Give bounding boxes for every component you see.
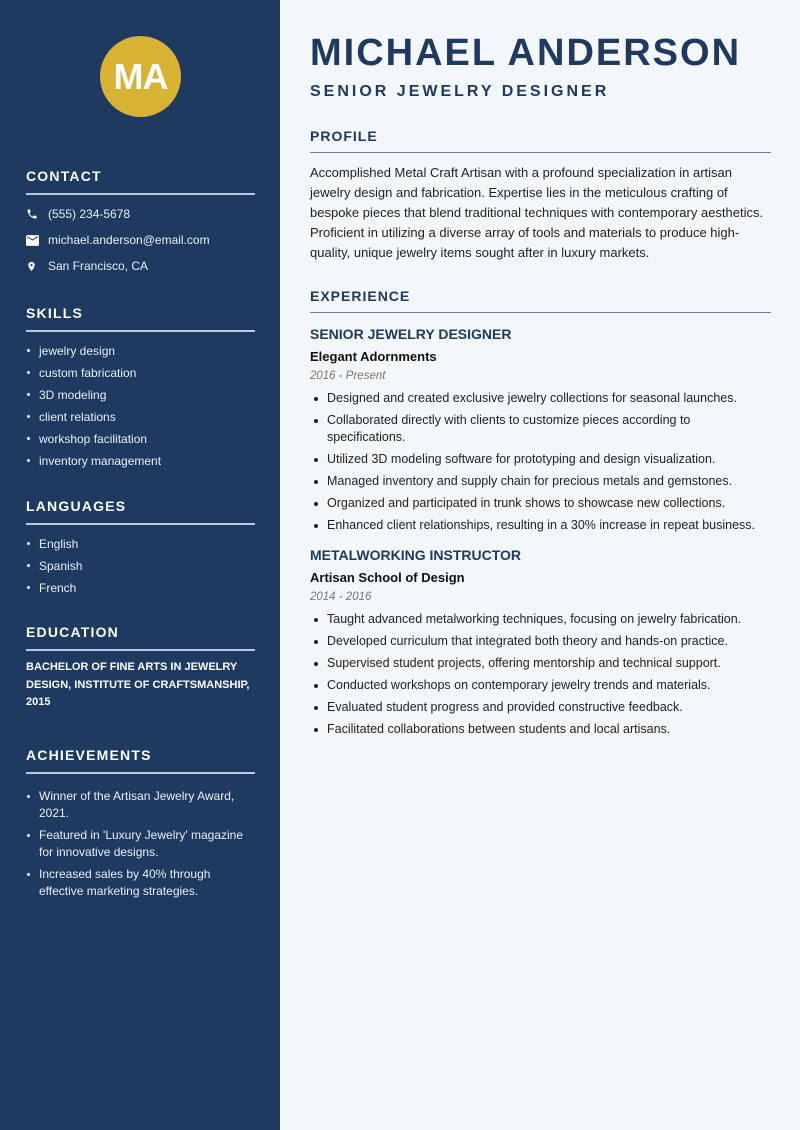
phone-text: (555) 234-5678 bbox=[48, 207, 131, 221]
job-bullet: Taught advanced metalworking techniques, focusing on jewelry fabrication. bbox=[310, 611, 771, 628]
language-item: Spanish bbox=[26, 555, 255, 577]
skill-item: inventory management bbox=[26, 450, 255, 472]
contact-location bbox=[26, 253, 255, 279]
skill-item: custom fabrication bbox=[26, 362, 255, 384]
contact-phone bbox=[26, 201, 255, 227]
contact-heading: CONTACT bbox=[26, 168, 255, 195]
languages-section bbox=[26, 498, 255, 599]
languages-heading: LANGUAGES bbox=[26, 498, 255, 525]
job-bullet: Organized and participated in trunk shows to showcase new collections. bbox=[310, 495, 771, 512]
job-entry bbox=[310, 326, 771, 534]
achievement-item: Increased sales by 40% through effective marketing strategies. bbox=[26, 866, 255, 900]
avatar: MA bbox=[100, 36, 181, 117]
achievement-item: Featured in 'Luxury Jewelry' magazine for innovative designs. bbox=[26, 827, 255, 861]
location-pin-icon bbox=[26, 260, 48, 273]
contact-section bbox=[26, 168, 255, 279]
experience-section bbox=[310, 288, 771, 743]
skills-heading: SKILLS bbox=[26, 305, 255, 332]
job-entry bbox=[310, 547, 771, 738]
job-bullet: Collaborated directly with clients to customize pieces according to specifications. bbox=[310, 412, 771, 446]
job-dates: 2014 - 2016 bbox=[310, 591, 372, 603]
skill-item: jewelry design bbox=[26, 340, 255, 362]
candidate-title: SENIOR JEWELRY DESIGNER bbox=[310, 83, 610, 100]
achievements-list bbox=[26, 788, 255, 900]
job-bullet: Evaluated student progress and provided constructive feedback. bbox=[310, 699, 771, 716]
achievement-item: Winner of the Artisan Jewelry Award, 2021. bbox=[26, 788, 255, 822]
experience-heading: EXPERIENCE bbox=[310, 288, 771, 313]
job-dates: 2016 - Present bbox=[310, 370, 386, 382]
phone-icon bbox=[26, 208, 48, 220]
email-text: michael.anderson@email.com bbox=[48, 233, 210, 247]
education-heading: EDUCATION bbox=[26, 624, 255, 651]
job-bullet: Enhanced client relationships, resulting in a 30% increase in repeat business. bbox=[310, 517, 771, 534]
job-title: SENIOR JEWELRY DESIGNER bbox=[310, 326, 512, 342]
skills-list bbox=[26, 340, 255, 472]
education-entry: BACHELOR OF FINE ARTS IN JEWELRY DESIGN, INSTITUTE OF CRAFTSMANSHIP, 2015 bbox=[26, 661, 250, 708]
achievements-section bbox=[26, 747, 255, 905]
job-bullet: Conducted workshops on contemporary jewelry trends and materials. bbox=[310, 677, 771, 694]
skills-section bbox=[26, 305, 255, 472]
achievements-heading: ACHIEVEMENTS bbox=[26, 747, 255, 774]
languages-list bbox=[26, 533, 255, 599]
job-bullet: Facilitated collaborations between students and local artisans. bbox=[310, 721, 771, 738]
skill-item: 3D modeling bbox=[26, 384, 255, 406]
profile-section bbox=[310, 128, 771, 263]
language-item: English bbox=[26, 533, 255, 555]
job-bullet: Developed curriculum that integrated both theory and hands-on practice. bbox=[310, 633, 771, 650]
job-title: METALWORKING INSTRUCTOR bbox=[310, 547, 522, 563]
job-bullets bbox=[310, 390, 771, 534]
email-icon bbox=[26, 235, 48, 246]
job-company: Artisan School of Design bbox=[310, 570, 465, 585]
contact-email bbox=[26, 227, 255, 253]
job-company: Elegant Adornments bbox=[310, 349, 437, 364]
location-text: San Francisco, CA bbox=[48, 259, 149, 273]
education-section bbox=[26, 624, 255, 712]
job-bullets bbox=[310, 611, 771, 738]
profile-heading: PROFILE bbox=[310, 128, 771, 153]
sidebar bbox=[0, 0, 280, 1130]
skill-item: client relations bbox=[26, 406, 255, 428]
job-bullet: Utilized 3D modeling software for prototyping and design visualization. bbox=[310, 451, 771, 468]
language-item: French bbox=[26, 577, 255, 599]
job-bullet: Supervised student projects, offering mentorship and technical support. bbox=[310, 655, 771, 672]
job-bullet: Designed and created exclusive jewelry collections for seasonal launches. bbox=[310, 390, 771, 407]
candidate-name: MICHAEL ANDERSON bbox=[310, 32, 742, 74]
skill-item: workshop facilitation bbox=[26, 428, 255, 450]
job-bullet: Managed inventory and supply chain for precious metals and gemstones. bbox=[310, 473, 771, 490]
profile-text: Accomplished Metal Craft Artisan with a profound specialization in artisan jewelry design and fabrication. Expertise lies in the meticulous crafting of bespoke pieces that blend traditional techniques with contemporary aesthetics. Proficient in utilizing a diverse array of tools and materials to produce high-quality, unique jewelry items sought after in luxury markets. bbox=[310, 165, 764, 260]
